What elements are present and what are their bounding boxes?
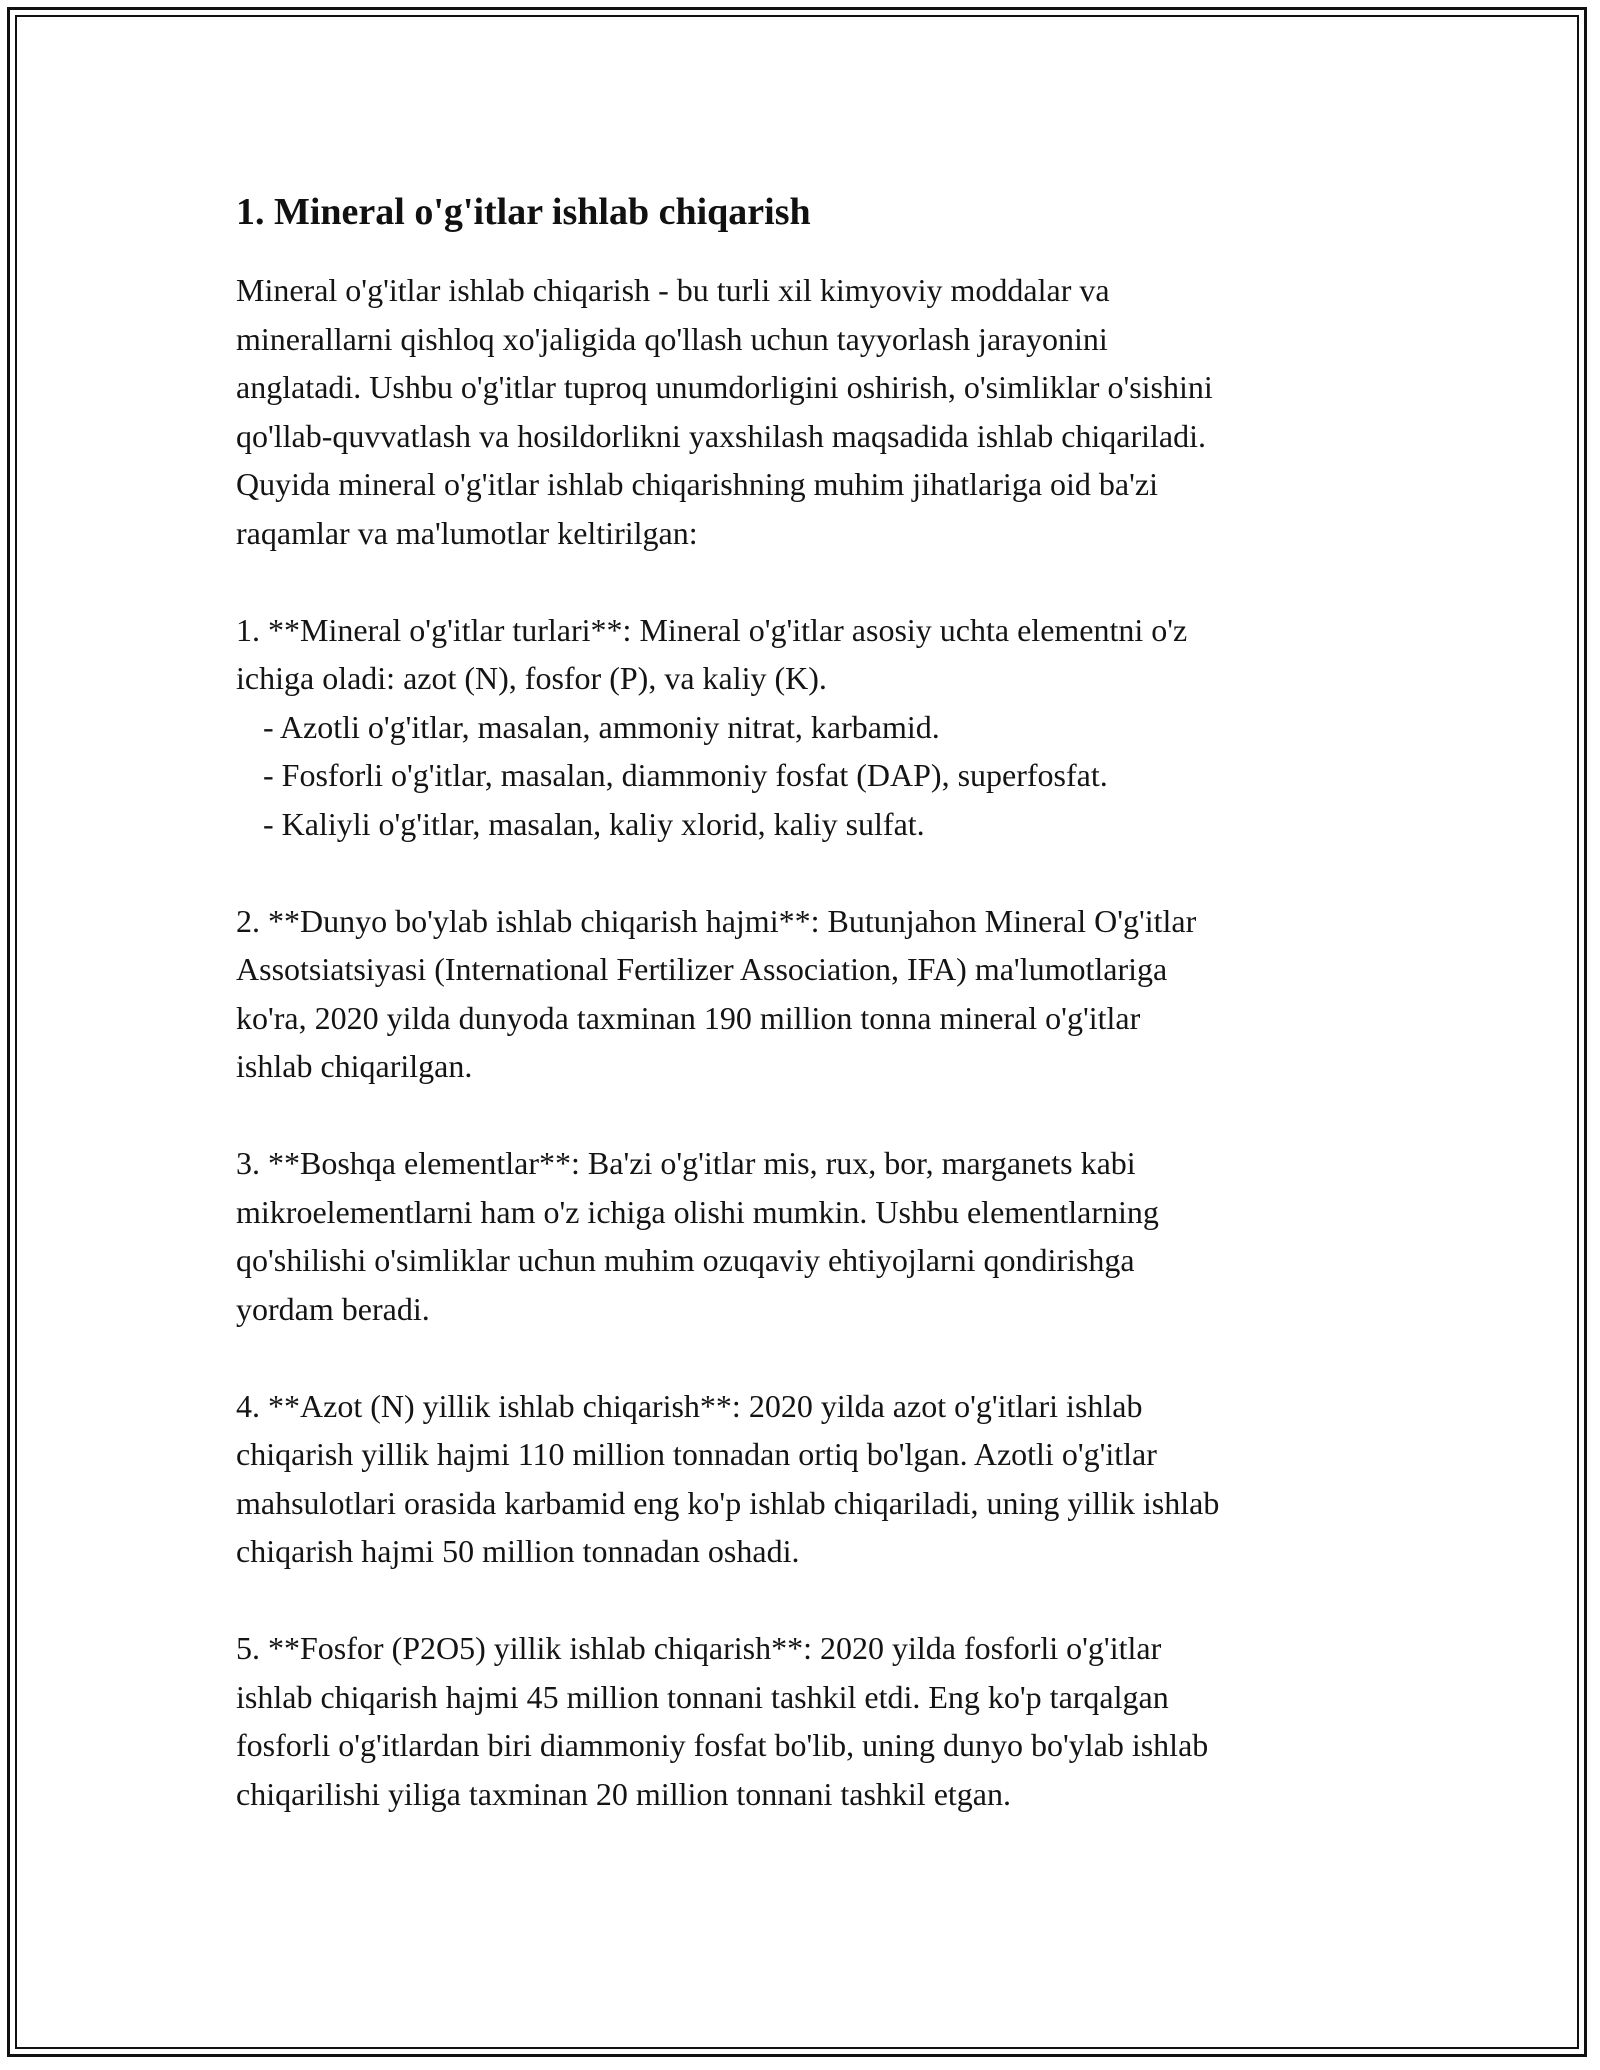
sub-list-item: - Azotli o'g'itlar, masalan, ammoniy nitrat, karbamid. — [263, 708, 940, 745]
text-line: chiqarish hajmi 50 million tonnadan oshadi. — [236, 1533, 800, 1569]
sub-list-item: - Fosforli o'g'itlar, masalan, diammoniy fosfat (DAP), superfosfat. — [263, 757, 1108, 793]
text-line: mahsulotlari orasida karbamid eng ko'p ishlab chiqariladi, uning yillik ishlab — [236, 1484, 1220, 1521]
text-line: 3. **Boshqa elementlar**: Ba'zi o'g'itlar mis, rux, bor, marganets kabi — [236, 1145, 1136, 1181]
text-line: 1. **Mineral o'g'itlar turlari**: Mineral o'g'itlar asosiy uchta elementni o'z — [236, 611, 1188, 648]
document-body — [236, 182, 1376, 1818]
text-line: ko'ra, 2020 yilda dunyoda taxminan 190 million tonna mineral o'g'itlar — [236, 999, 1141, 1036]
list-item-other-elements — [236, 1139, 1376, 1333]
list-item-phosphorus-production — [236, 1624, 1376, 1818]
list-item-nitrogen-production — [236, 1382, 1376, 1576]
text-line: Mineral o'g'itlar ishlab chiqarish - bu turli xil kimyoviy moddalar va — [236, 272, 1110, 308]
text-line: fosforli o'g'itlardan biri diammoniy fosfat bo'lib, uning dunyo bo'ylab ishlab — [236, 1727, 1209, 1763]
text-line: qo'shilishi o'simliklar uchun muhim ozuqaviy ehtiyojlarni qondirishga — [236, 1242, 1135, 1278]
text-line: Assotsiatsiyasi (International Fertilizer Association, IFA) ma'lumotlariga — [236, 951, 1168, 987]
text-line: 5. **Fosfor (P2O5) yillik ishlab chiqarish**: 2020 yilda fosforli o'g'itlar — [236, 1630, 1162, 1666]
page-title: 1. Mineral o'g'itlar ishlab chiqarish — [236, 191, 811, 233]
text-line: ishlab chiqarish hajmi 45 million tonnani tashkil etdi. Eng ko'p tarqalgan — [236, 1678, 1169, 1715]
text-line: 2. **Dunyo bo'ylab ishlab chiqarish hajmi**: Butunjahon Mineral O'g'itlar — [236, 902, 1197, 939]
text-line: raqamlar va ma'lumotlar keltirilgan: — [236, 514, 698, 551]
text-line: minerallarni qishloq xo'jaligida qo'llash uchun tayyorlash jarayonini — [236, 320, 1108, 357]
sub-list-item: - Kaliyli o'g'itlar, masalan, kaliy xlorid, kaliy sulfat. — [263, 805, 925, 842]
text-line: ichiga oladi: azot (N), fosfor (P), va kaliy (K). — [236, 660, 827, 696]
text-line: 4. **Azot (N) yillik ishlab chiqarish**: 2020 yilda azot o'g'itlari ishlab — [236, 1387, 1143, 1424]
text-line: mikroelementlarni ham o'z ichiga olishi mumkin. Ushbu elementlarning — [236, 1193, 1159, 1230]
intro-paragraph — [236, 266, 1376, 557]
list-item-world-production — [236, 897, 1376, 1091]
text-line: ishlab chiqarilgan. — [236, 1048, 473, 1084]
text-line: chiqarish yillik hajmi 110 million tonnadan ortiq bo'lgan. Azotli o'g'itlar — [236, 1436, 1157, 1472]
list-item-fertilizer-types — [236, 606, 1376, 849]
text-line: Quyida mineral o'g'itlar ishlab chiqarishning muhim jihatlariga oid ba'zi — [236, 466, 1158, 502]
text-line: yordam beradi. — [236, 1290, 430, 1327]
text-line: anglatadi. Ushbu o'g'itlar tuproq unumdorligini oshirish, o'simliklar o'sishini — [236, 369, 1213, 405]
text-line: qo'llab-quvvatlash va hosildorlikni yaxshilash maqsadida ishlab chiqariladi. — [236, 417, 1207, 454]
text-line: chiqarilishi yiliga taxminan 20 million tonnani tashkil etgan. — [236, 1775, 1011, 1812]
